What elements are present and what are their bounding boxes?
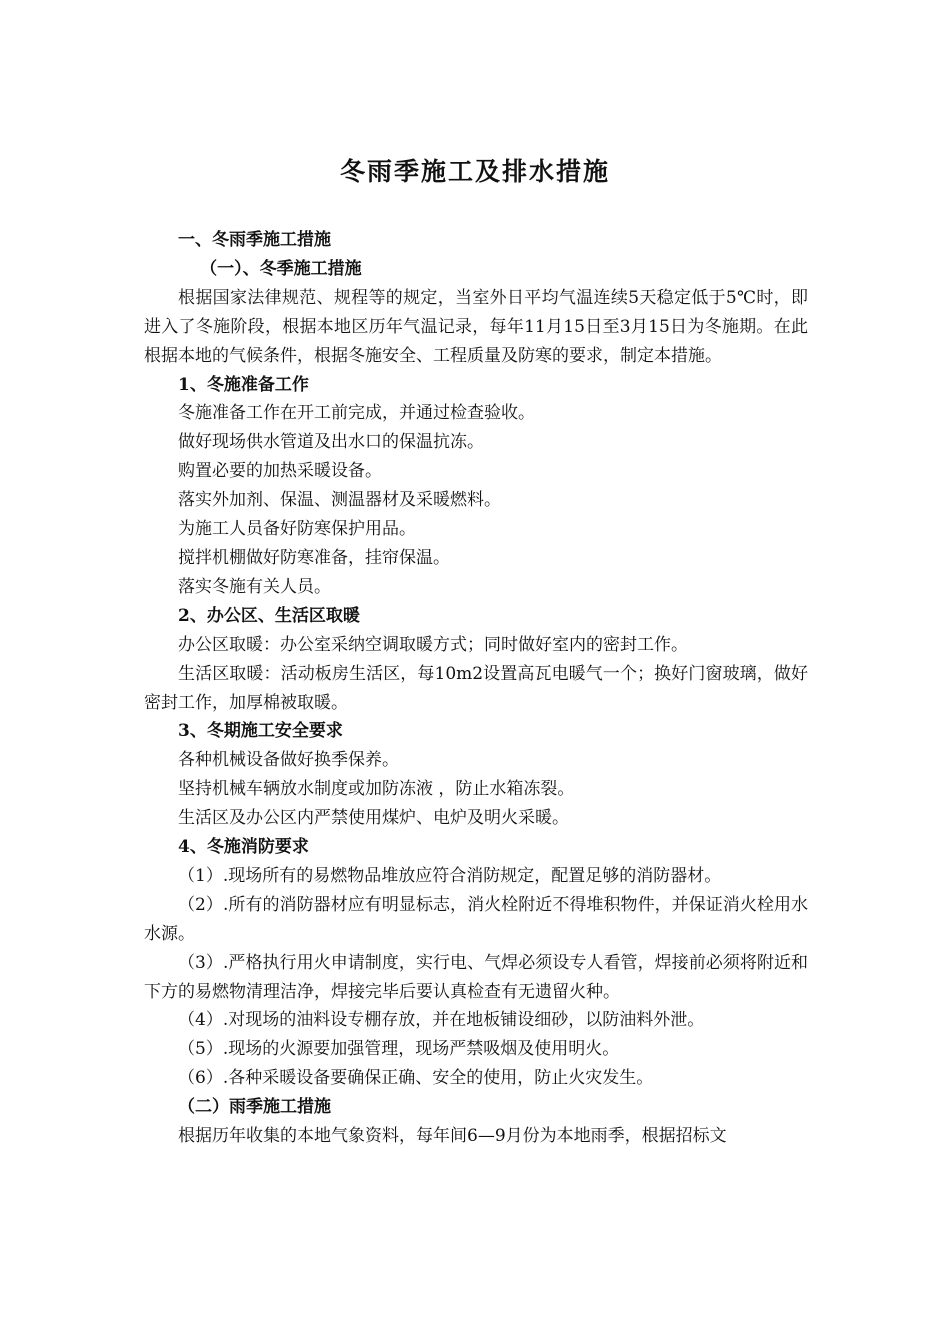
body-paragraph: 为施工人员备好防寒保护用品。 [178, 519, 416, 540]
section-heading: 一、冬雨季施工措施 [178, 230, 331, 250]
body-paragraph: 根据国家法律规范、规程等的规定，当室外日平均气温连续5天稳定低于5℃时，即进入了冬施阶段，根据本地区历年气温记录，每年11月15日至3月15日为冬施期。在此根据本地的气候条件，根据冬施安全、工程质量及防寒的要求，制定本措施。 [144, 287, 808, 366]
body-paragraph: 根据历年收集的本地气象资料，每年间6—9月份为本地雨季，根据招标文 [178, 1126, 727, 1147]
body-paragraph: 落实外加剂、保温、测温器材及采暖燃料。 [178, 490, 501, 511]
body-paragraph: 办公区取暖：办公室采纳空调取暖方式；同时做好室内的密封工作。 [178, 634, 688, 655]
body-paragraph: （2）.所有的消防器材应有明显标志，消火栓附近不得堆积物件，并保证消火栓用水水源。 [144, 894, 808, 944]
body-paragraph: （1）.现场所有的易燃物品堆放应符合消防规定，配置足够的消防器材。 [178, 865, 722, 886]
body-paragraph: （3）.严格执行用火申请制度，实行电、气焊必须设专人看管，焊接前必须将附近和下方的易燃物清理洁净，焊接完毕后要认真检查有无遗留火种。 [144, 952, 808, 1002]
item-heading: 2、办公区、生活区取暖 [178, 605, 360, 626]
item-heading: 1、冬施准备工作 [178, 374, 309, 395]
body-paragraph: 生活区取暖：活动板房生活区，每10m2设置高瓦电暖气一个；换好门窗玻璃，做好密封工作，加厚棉被取暖。 [144, 663, 808, 713]
body-paragraph: 搅拌机棚做好防寒准备，挂帘保温。 [178, 547, 450, 568]
body-paragraph: 生活区及办公区内严禁使用煤炉、电炉及明火采暖。 [178, 808, 569, 829]
body-paragraph: 坚持机械车辆放水制度或加防冻液 ，防止水箱冻裂。 [178, 779, 575, 800]
body-paragraph: 落实冬施有关人员。 [178, 576, 331, 597]
item-heading: 3、冬期施工安全要求 [178, 721, 343, 742]
body-paragraph: 做好现场供水管道及出水口的保温抗冻。 [178, 432, 484, 453]
subsection-heading: （一）、冬季施工措施 [200, 258, 362, 279]
body-paragraph: 各种机械设备做好换季保养。 [178, 750, 399, 771]
body-paragraph: 购置必要的加热采暖设备。 [178, 461, 382, 482]
item-heading: 4、冬施消防要求 [178, 837, 309, 858]
document-body [144, 226, 808, 1151]
body-paragraph: 冬施准备工作在开工前完成，并通过检查验收。 [178, 403, 535, 424]
body-paragraph: （6）.各种采暖设备要确保正确、安全的使用，防止火灾发生。 [178, 1068, 654, 1089]
body-paragraph: （4）.对现场的油料设专棚存放，并在地板铺设细砂，以防油料外泄。 [178, 1010, 705, 1031]
page-title: 冬雨季施工及排水措施 [339, 157, 610, 186]
body-paragraph: （5）.现场的火源要加强管理，现场严禁吸烟及使用明火。 [178, 1039, 620, 1060]
subsection-heading: （二）雨季施工措施 [178, 1097, 331, 1118]
